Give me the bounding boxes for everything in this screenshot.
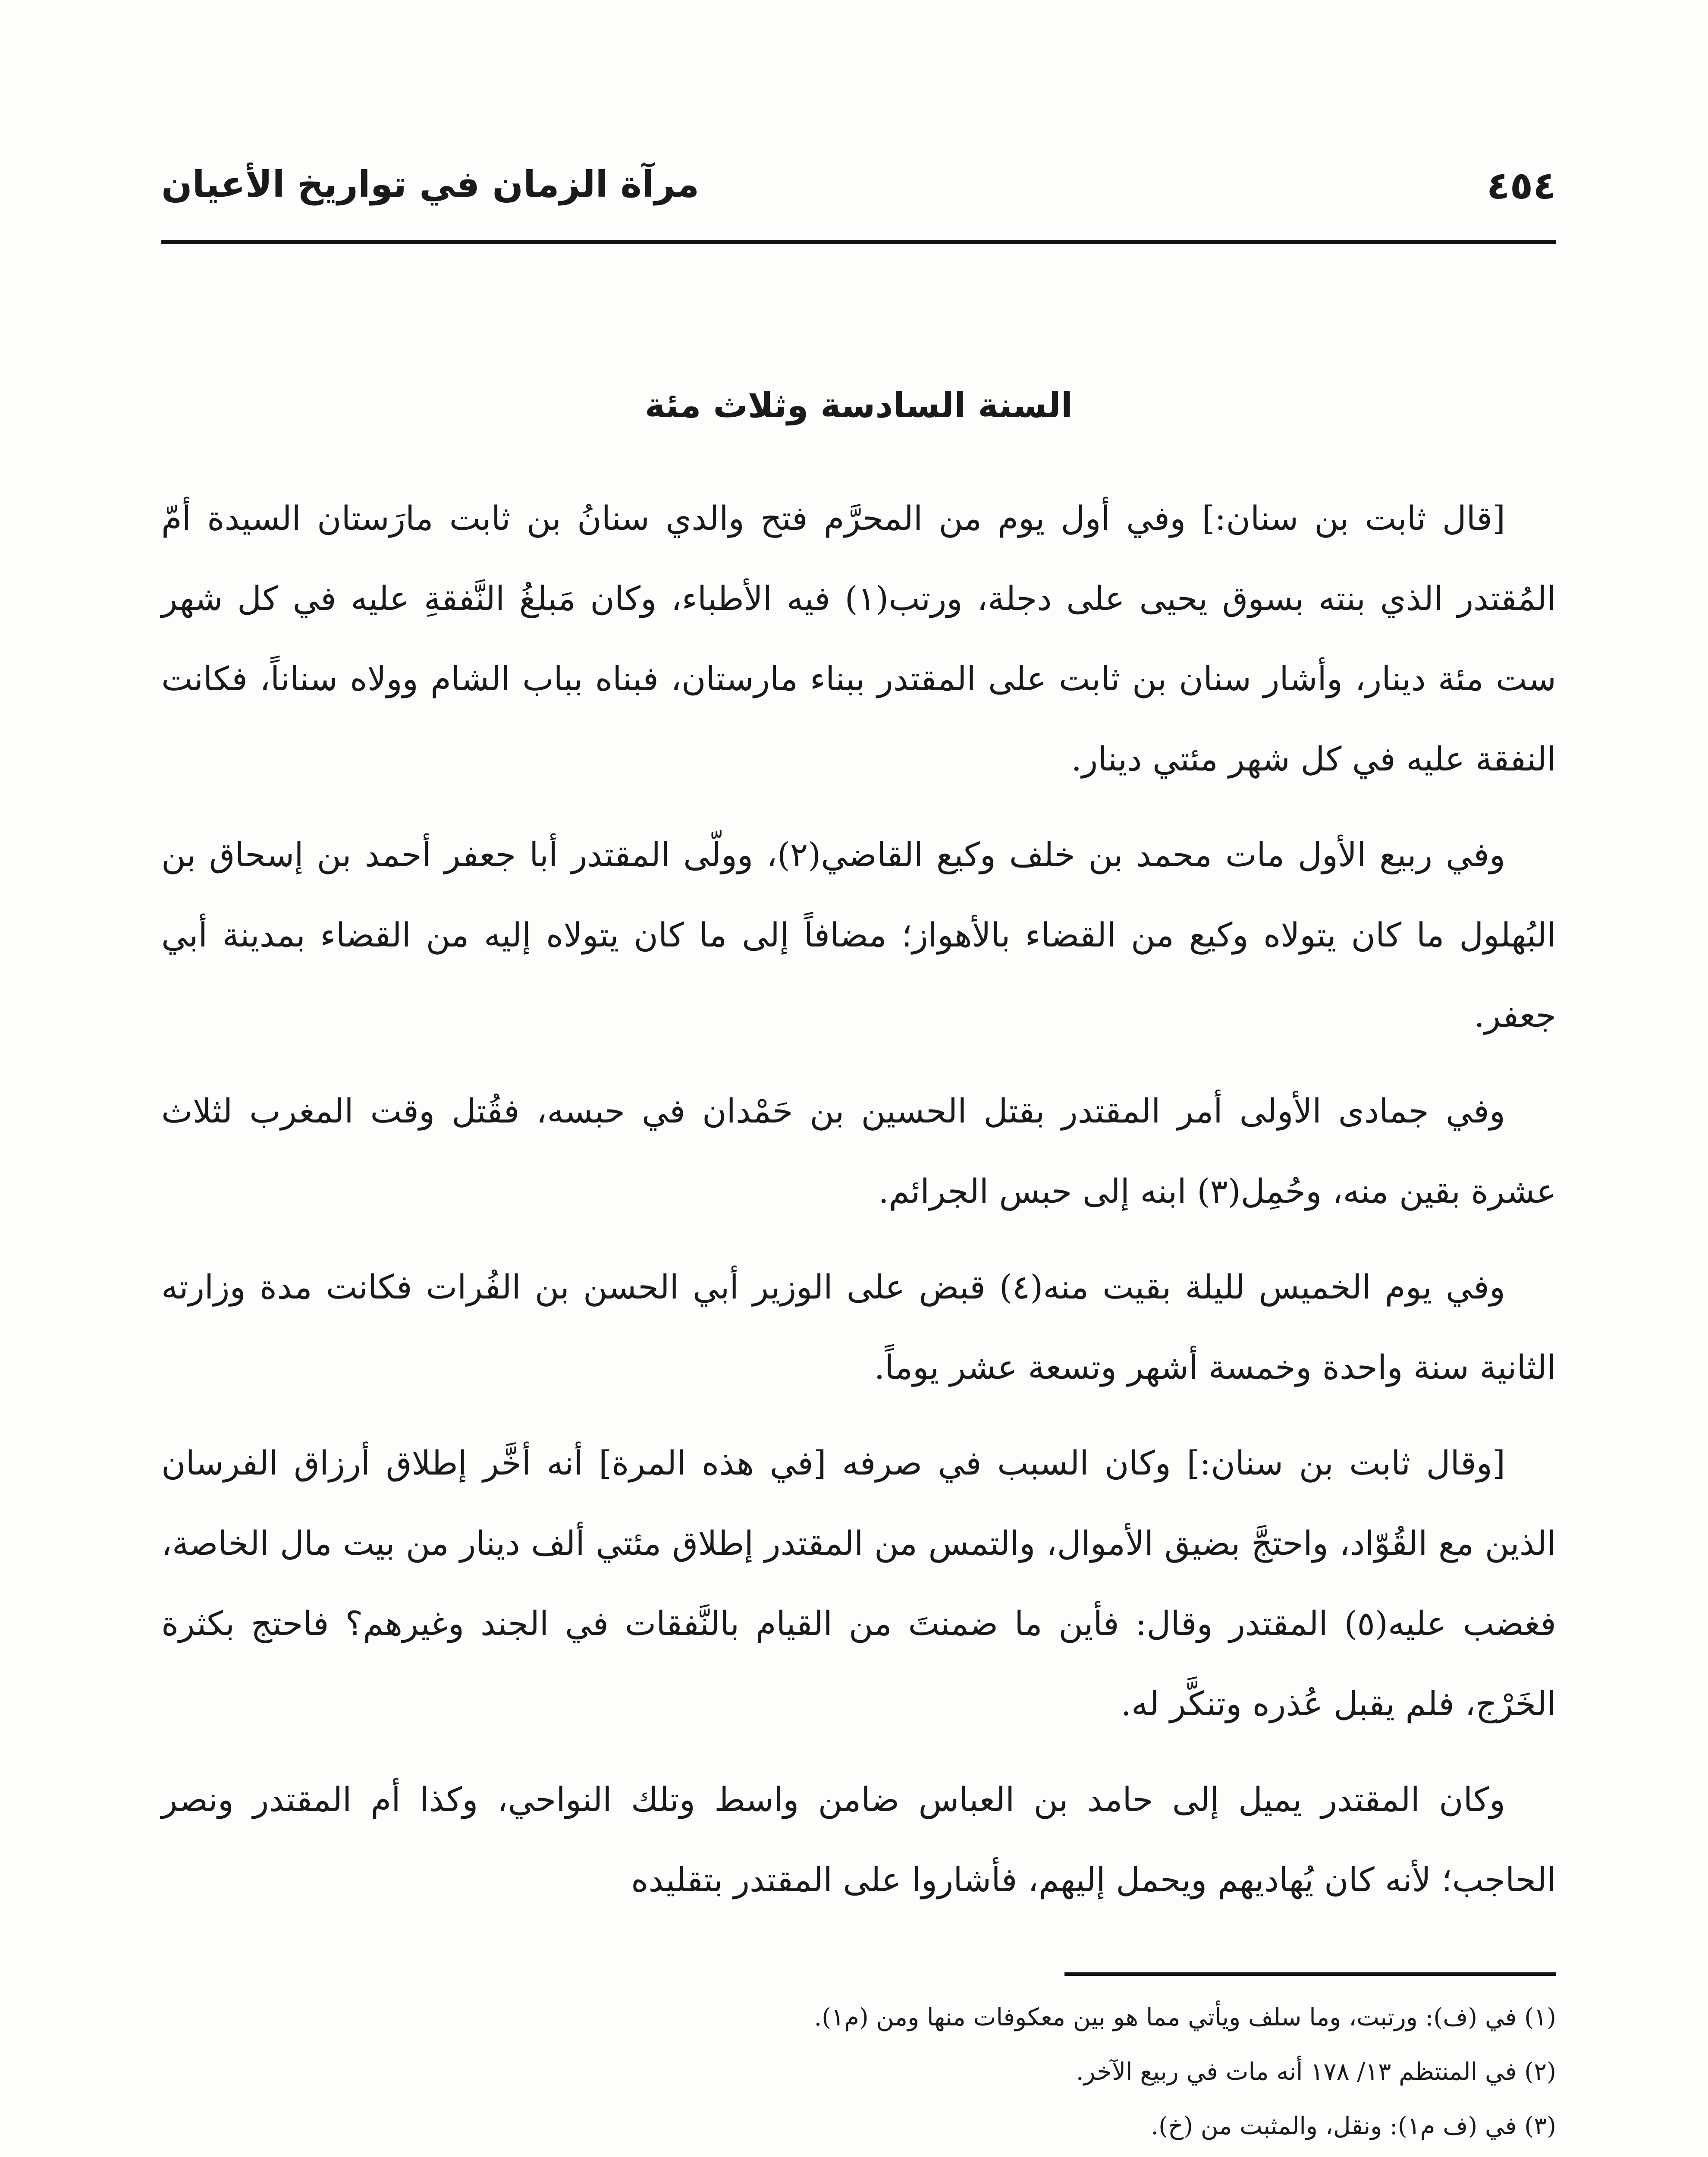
- main-text: [161, 479, 1556, 1936]
- book-title: مرآة الزمان في تواريخ الأعيان: [161, 163, 700, 205]
- paragraph: [قال ثابت بن سنان:] وفي أول يوم من المحرَّم فتح والدي سنانُ بن ثابت مارَستان السيدة أمّ المُقتدر الذي بنته بسوق يحيى على دجلة، ورتب(١) فيه الأطباء، وكان مَبلغُ النَّفقةِ عليه في كل شهر ست مئة دينار، وأشار سنان بن ثابت على المقتدر ببناء مارستان، فبناه بباب الشام وولاه سناناً، فكانت النفقة عليه في كل شهر مئتي دينار.: [161, 500, 1556, 779]
- footnote: (١) في (ف): ورتبت، وما سلف ويأتي مما هو بين معكوفات منها ومن (م١).: [814, 2003, 1556, 2031]
- header-rule: [161, 240, 1556, 244]
- footnote-rule: [1064, 1972, 1556, 1976]
- section-title: السنة السادسة وثلاث مئة: [644, 385, 1073, 425]
- paragraph: وفي جمادى الأولى أمر المقتدر بقتل الحسين بن حَمْدان في حبسه، فقُتل وقت المغرب لثلاث عشرة بقين منه، وحُمِل(٣) ابنه إلى حبس الجرائم.: [161, 1092, 1556, 1211]
- paragraph: وفي ربيع الأول مات محمد بن خلف وكيع القاضي(٢)، وولّى المقتدر أبا جعفر أحمد بن إسحاق بن البُهلول ما كان يتولاه وكيع من القضاء بالأهواز؛ مضافاً إلى ما كان يتولاه إليه من القضاء بمدينة أبي جعفر.: [161, 836, 1556, 1035]
- footnotes: [161, 1993, 1556, 2157]
- paragraph: وكان المقتدر يميل إلى حامد بن العباس ضامن واسط وتلك النواحي، وكذا أم المقتدر ونصر الحاجب؛ لأنه كان يُهاديهم ويحمل إليهم، فأشاروا على المقتدر بتقليده: [161, 1781, 1556, 1899]
- page-number: ٤٥٤: [1486, 163, 1556, 208]
- footnote: (٢) في المنتظم ١٣/ ١٧٨ أنه مات في ربيع الآخر.: [1076, 2058, 1556, 2086]
- footnote: (٣) في (ف م١): ونقل، والمثبت من (خ).: [1151, 2112, 1556, 2140]
- running-header: [161, 160, 1556, 224]
- paragraph: [وقال ثابت بن سنان:] وكان السبب في صرفه [في هذه المرة] أنه أخَّر إطلاق أرزاق الفرسان الذين مع القُوّاد، واحتجَّ بضيق الأموال، والتمس من المقتدر إطلاق مئتي ألف دينار من بيت مال الخاصة، فغضب عليه(٥) المقتدر وقال: فأين ما ضمنتَ من القيام بالنَّفقات في الجند وغيرهم؟ فاحتج بكثرة الخَرْج، فلم يقبل عُذره وتنكَّر له.: [161, 1444, 1556, 1723]
- paragraph: وفي يوم الخميس لليلة بقيت منه(٤) قبض على الوزير أبي الحسن بن الفُرات فكانت مدة وزارته الثانية سنة واحدة وخمسة أشهر وتسعة عشر يوماً.: [161, 1268, 1556, 1387]
